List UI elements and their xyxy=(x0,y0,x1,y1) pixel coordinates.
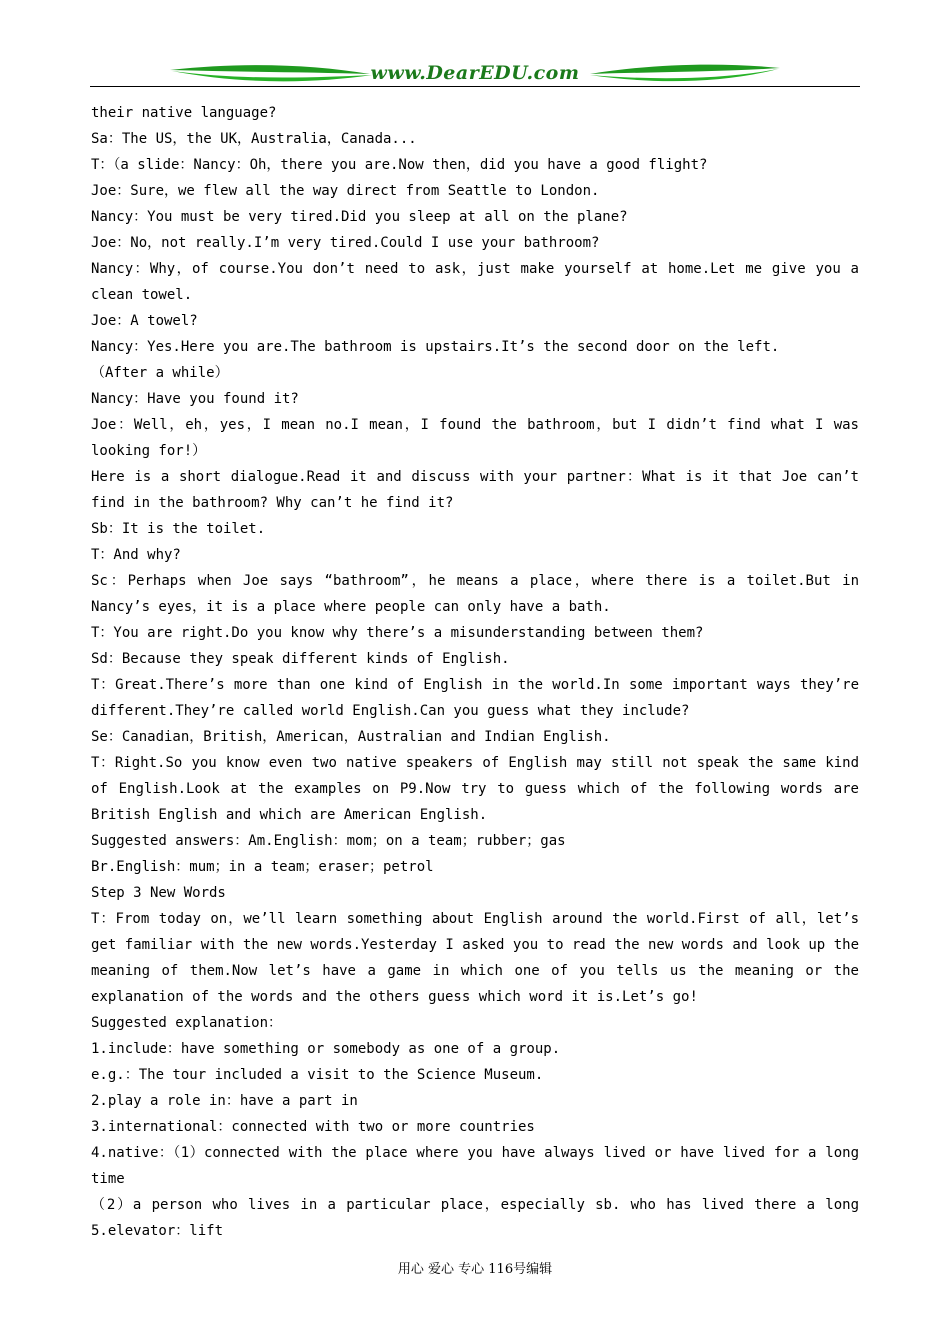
text-line: 2.play a role in：have a part in xyxy=(91,1093,358,1109)
text-line: Joe：Sure，we flew all the way direct from Seattle to London. xyxy=(91,183,600,199)
text-line: Nancy：Why，of course.You don’t need to ask，just make yourself at home.Let me give you a xyxy=(91,261,859,277)
text-line: of English.Look at the examples on P9.Now try to guess which of the following words are xyxy=(91,781,859,797)
text-line: find in the bathroom? Why can’t he find it? xyxy=(91,495,454,511)
text-line: Sb：It is the toilet. xyxy=(91,521,266,537)
text-line: Joe：No，not really.I’m very tired.Could I use your bathroom? xyxy=(91,235,600,251)
text-line: different.They’re called world English.Can you guess what they include? xyxy=(91,703,690,719)
text-line: （2）a person who lives in a particular place，especially sb. who has lived there a long xyxy=(91,1197,859,1213)
text-line: clean towel. xyxy=(91,287,193,303)
text-line: Nancy：Have you found it? xyxy=(91,391,299,407)
text-line: 5.elevator：lift xyxy=(91,1223,224,1239)
text-line: get familiar with the new words.Yesterday I asked you to read the new words and look up the xyxy=(91,937,859,953)
text-line: T：Right.So you know even two native speakers of English may still not speak the same kind xyxy=(91,755,859,771)
text-line: Joe：A towel? xyxy=(91,313,198,329)
text-line: Suggested answers：Am.English：mom；on a team；rubber；gas xyxy=(91,833,566,849)
text-line: 1.include：have something or somebody as one of a group. xyxy=(91,1041,561,1057)
page-footer: 用心 爱心 专心 116号编辑 xyxy=(397,1262,553,1277)
text-line: time xyxy=(91,1171,125,1187)
text-line: meaning of them.Now let’s have a game in which one of you tells us the meaning or the xyxy=(91,963,859,979)
text-line: Nancy：Yes.Here you are.The bathroom is upstairs.It’s the second door on the left. xyxy=(91,339,780,355)
text-line: T：From today on，we’ll learn something about English around the world.First of all，let’s xyxy=(91,911,859,927)
text-line: Sd：Because they speak different kinds of English. xyxy=(91,651,510,667)
text-line: e.g.：The tour included a visit to the Science Museum. xyxy=(91,1067,544,1083)
text-line: T：And why? xyxy=(91,547,181,563)
text-line: 3.international：connected with two or more countries xyxy=(91,1119,535,1135)
text-line: Br.English：mum；in a team；eraser；petrol xyxy=(91,859,434,875)
document-body xyxy=(91,100,859,1244)
text-line: Suggested explanation： xyxy=(91,1015,283,1031)
text-line: Sc：Perhaps when Joe says “bathroom”，he means a place，where there is a toilet.But in xyxy=(91,573,859,589)
text-line: T：Great.There’s more than one kind of English in the world.In some important ways they’re xyxy=(91,677,859,693)
site-logo-text: www.DearEDU.com xyxy=(370,62,580,84)
text-line: Sa：The US，the UK，Australia，Canada... xyxy=(91,131,417,147)
text-line: Here is a short dialogue.Read it and discuss with your partner：What is it that Joe can’t xyxy=(91,469,859,485)
text-line: 4.native：（1）connected with the place where you have always lived or have lived for a long xyxy=(91,1145,859,1161)
text-line: Se：Canadian，British，American，Australian and Indian English. xyxy=(91,729,611,745)
text-line: explanation of the words and the others guess which word it is.Let’s go! xyxy=(91,989,698,1005)
header-divider xyxy=(90,86,860,87)
text-line: British English and which are American English. xyxy=(91,807,488,823)
text-line: their native language? xyxy=(91,105,277,121)
text-line: looking for!） xyxy=(91,443,207,459)
text-line: Nancy：You must be very tired.Did you sleep at all on the plane? xyxy=(91,209,628,225)
text-line: （After a while） xyxy=(91,365,229,381)
text-line: Step 3 New Words xyxy=(91,885,226,901)
text-line: Joe：Well，eh，yes，I mean no.I mean，I found the bathroom，but I didn’t find what I was xyxy=(91,417,859,433)
text-line: Nancy’s eyes，it is a place where people can only have a bath. xyxy=(91,599,611,615)
text-line: T：（a slide：Nancy：Oh，there you are.Now then，did you have a good flight? xyxy=(91,157,708,173)
text-line: T：You are right.Do you know why there’s a misunderstanding between them? xyxy=(91,625,704,641)
